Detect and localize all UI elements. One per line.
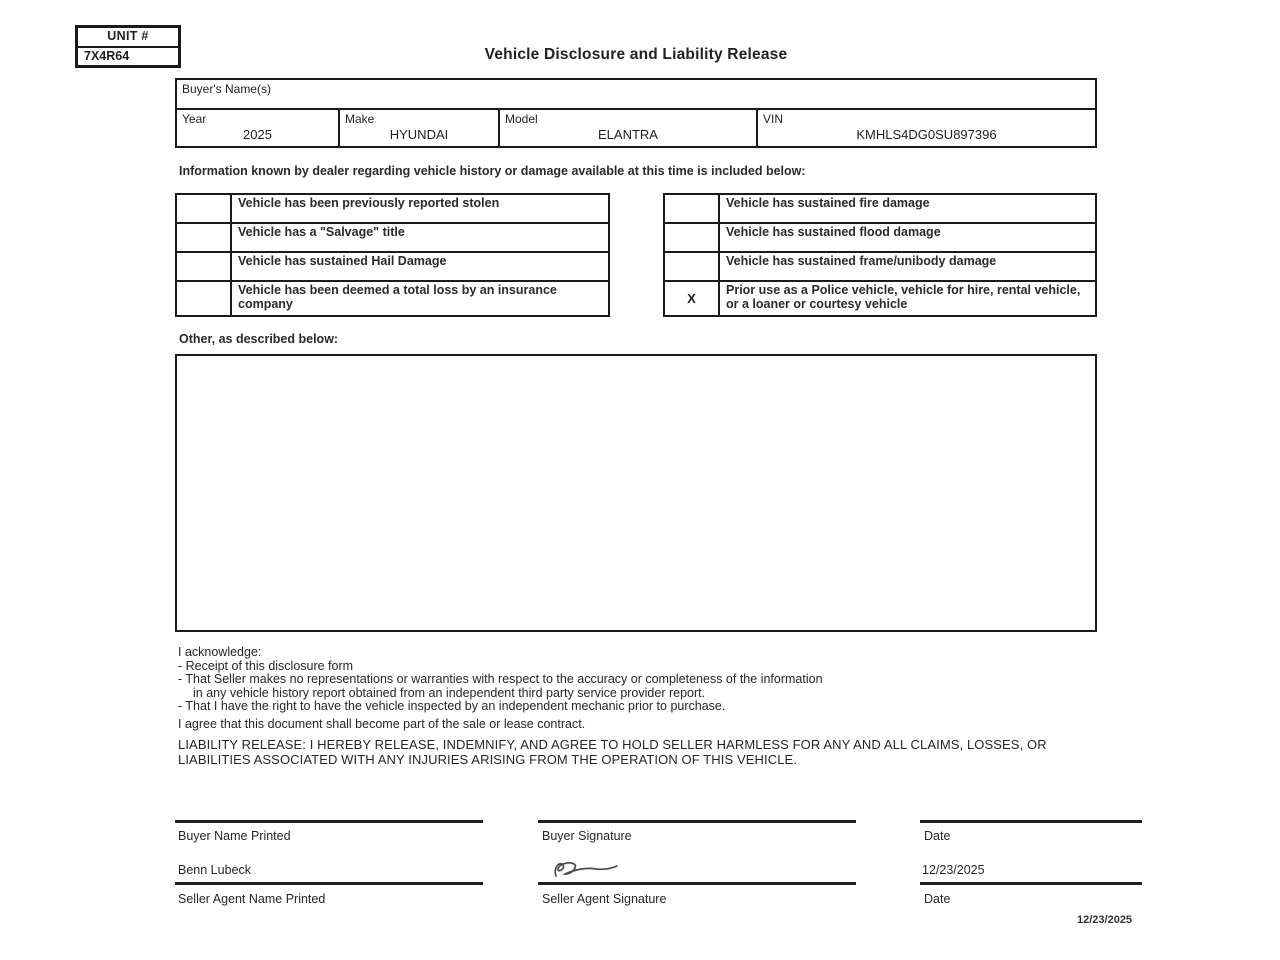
buyer-signature-line bbox=[538, 820, 856, 823]
seller-agent-date-label: Date bbox=[924, 892, 951, 906]
checkbox-hail bbox=[177, 253, 232, 280]
disclosure-row bbox=[177, 195, 608, 224]
make-cell bbox=[340, 110, 500, 146]
unit-label: UNIT # bbox=[78, 28, 178, 48]
disclosure-row bbox=[665, 253, 1095, 282]
disclosure-text: Vehicle has been deemed a total loss by an insurance company bbox=[238, 283, 557, 311]
make-value: HYUNDAI bbox=[389, 127, 449, 142]
buyer-name-line bbox=[175, 820, 483, 823]
disclosure-table-left bbox=[175, 193, 610, 317]
disclosure-row bbox=[665, 224, 1095, 253]
year-value: 2025 bbox=[243, 127, 272, 142]
make-label: Make bbox=[345, 112, 375, 126]
seller-agent-name-value: Benn Lubeck bbox=[178, 863, 251, 877]
liability-release-paragraph: LIABILITY RELEASE: I HEREBY RELEASE, INDEMNIFY, AND AGREE TO HOLD SELLER HARMLESS FOR ANY AND ALL CLAIMS, LOSSES, OR LIABILITIES ASSOCIATED WITH ANY INJURIES ARISING FROM THE OPERATION OF THIS VEHICLE. bbox=[178, 737, 1047, 767]
checkbox-stolen bbox=[177, 195, 232, 222]
disclosure-text: Prior use as a Police vehicle, vehicle for hire, rental vehicle, or a loaner or courtesy vehicle bbox=[726, 283, 1081, 311]
disclosure-row bbox=[177, 224, 608, 253]
disclosure-text: Vehicle has been previously reported stolen bbox=[238, 196, 500, 210]
checkbox-flood bbox=[665, 224, 720, 251]
disclosure-text: Vehicle has a "Salvage" title bbox=[238, 225, 405, 239]
vin-label: VIN bbox=[763, 112, 784, 126]
model-value: ELANTRA bbox=[598, 127, 658, 142]
seller-agent-name-label: Seller Agent Name Printed bbox=[178, 892, 326, 906]
disclosure-row bbox=[177, 282, 608, 315]
model-label: Model bbox=[505, 112, 538, 126]
seller-agent-signature-line bbox=[538, 882, 856, 885]
agree-line: I agree that this document shall become part of the sale or lease contract. bbox=[178, 717, 586, 731]
buyer-name-label: Buyer Name Printed bbox=[178, 829, 291, 843]
seller-agent-date-line bbox=[920, 882, 1142, 885]
disclosure-text: Vehicle has sustained flood damage bbox=[726, 225, 941, 239]
other-description-box bbox=[175, 354, 1097, 632]
buyers-name-label: Buyer's Name(s) bbox=[182, 82, 271, 96]
vehicle-detail-row bbox=[177, 110, 1095, 146]
page-title: Vehicle Disclosure and Liability Release bbox=[484, 46, 788, 63]
disclosure-row bbox=[177, 253, 608, 282]
checkbox-salvage bbox=[177, 224, 232, 251]
acknowledgement-block bbox=[178, 646, 823, 714]
acknowledge-item: - Receipt of this disclosure form bbox=[178, 658, 354, 673]
vehicle-info-table bbox=[175, 78, 1097, 148]
buyers-name-row bbox=[177, 80, 1095, 110]
footer-date: 12/23/2025 bbox=[1077, 914, 1133, 926]
disclosure-text: Vehicle has sustained frame/unibody damage bbox=[726, 254, 997, 268]
disclosure-table-right bbox=[663, 193, 1097, 317]
buyer-date-line bbox=[920, 820, 1142, 823]
checkbox-frame bbox=[665, 253, 720, 280]
checkbox-total-loss bbox=[177, 282, 232, 315]
checkbox-prior-use: X bbox=[665, 282, 720, 315]
disclosure-row bbox=[665, 195, 1095, 224]
vin-cell bbox=[758, 110, 1095, 146]
acknowledge-item: - That I have the right to have the vehicle inspected by an independent mechanic prior to purchase. bbox=[178, 699, 726, 713]
disclosure-text: Vehicle has sustained fire damage bbox=[726, 196, 930, 210]
model-cell bbox=[500, 110, 758, 146]
seller-agent-date-value: 12/23/2025 bbox=[922, 863, 985, 877]
acknowledge-item: in any vehicle history report obtained from an independent third party service provider report. bbox=[193, 685, 706, 700]
year-label: Year bbox=[182, 112, 207, 126]
disclosure-row bbox=[665, 282, 1095, 315]
year-cell bbox=[177, 110, 340, 146]
buyer-signature-label: Buyer Signature bbox=[542, 829, 632, 843]
acknowledge-item: - That Seller makes no representations or warranties with respect to the accuracy or completeness of the information bbox=[178, 672, 823, 686]
vin-value: KMHLS4DG0SU897396 bbox=[856, 127, 997, 142]
checkbox-fire bbox=[665, 195, 720, 222]
acknowledge-heading: I acknowledge: bbox=[178, 645, 262, 659]
disclosure-text: Vehicle has sustained Hail Damage bbox=[238, 254, 447, 268]
seller-agent-signature-image bbox=[548, 856, 620, 882]
seller-agent-signature-label: Seller Agent Signature bbox=[542, 892, 667, 906]
unit-value: 7X4R64 bbox=[84, 49, 130, 63]
buyer-date-label: Date bbox=[924, 829, 951, 843]
dealer-info-line: Information known by dealer regarding vehicle history or damage available at this time is included below: bbox=[179, 164, 806, 178]
seller-agent-name-line bbox=[175, 882, 483, 885]
other-label: Other, as described below: bbox=[179, 332, 339, 346]
